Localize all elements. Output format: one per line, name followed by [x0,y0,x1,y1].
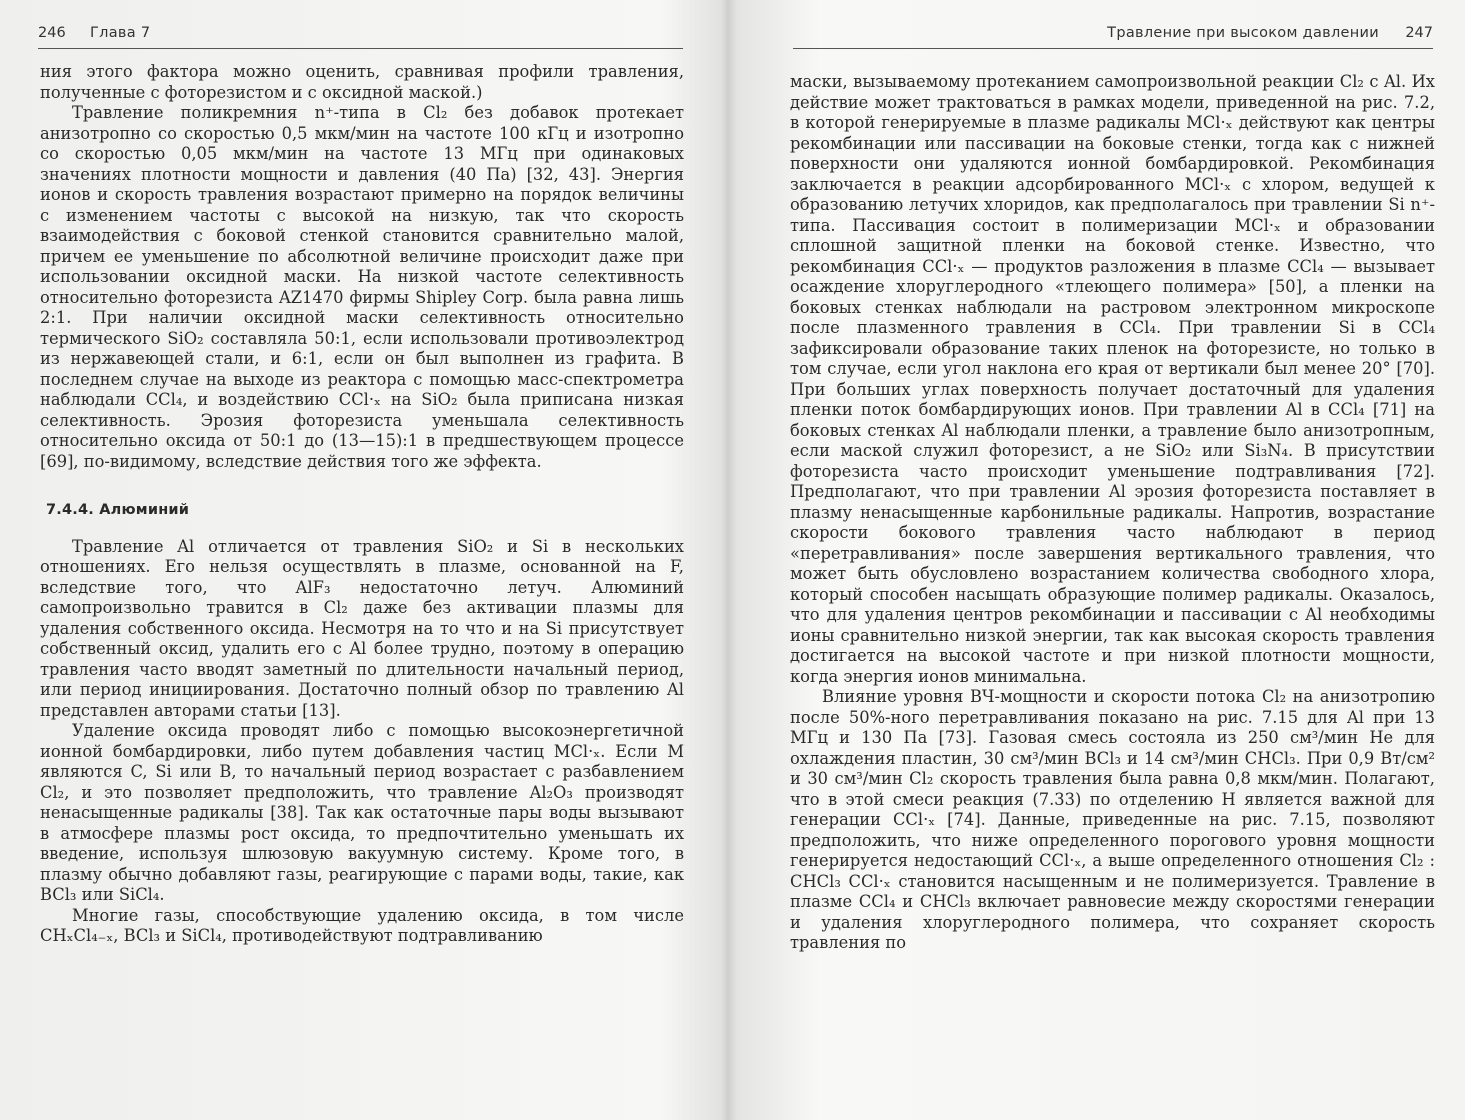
left-running-head [38,22,683,49]
paragraph: маски, вызываемому протеканием самопроизвольной реакции Cl₂ с Al. Их действие может трактоваться в рамках модели, приведенной на рис. 7.2, в которой генерируемые в плазме радикалы MCl·ₓ действуют как центры рекомбинации или пассивации на боковые стенки, тогда как с нижней поверхности они удаляются ионной бомбардировкой. Рекомбинация заключается в реакции адсорбированного MCl·ₓ с хлором, ведущей к образованию летучих хлоридов, как предполагалось при травлении Si n⁺-типа. Пассивация состоит в полимеризации MCl·ₓ и образовании сплошной защитной пленки на боковой стенке. Известно, что рекомбинация CCl·ₓ — продуктов разложения в плазме CCl₄ — вызывает осаждение хлоруглеродного «тлеющего полимера» [50], а пленки на боковых стенках наблюдали на растровом электронном микроскопе после плазменного травления в CCl₄. При травлении Si в CCl₄ зафиксировали образование таких пленок на фоторезисте, но только в том случае, если угол наклона его края от вертикали был менее 20° [70]. При больших углах поверхность получает достаточный для удаления пленки поток бомбардирующих ионов. При травлении Al в CCl₄ [71] на боковых стенках Al наблюдали пленки, а травление было анизотропным, если маской служил фоторезист, а не SiO₂ или Si₃N₄. В присутствии фоторезиста часто происходит уменьшение подтравливания [72]. Предполагают, что при травлении Al эрозия фоторезиста поставляет в плазму ненасыщенные карбонильные радикалы. Напротив, возрастание скорости бокового травления часто наблюдают в период «перетравливания» после завершения вертикального травления, что может быть обусловлено возрастанием количества свободного хлора, который способен насыщать образующие полимер радикалы. Оказалось, что для удаления центров рекомбинации и пассивации с Al необходимы ионы сравнительно низкой энергии, так как высокая скорость травления достигается на высокой частоте и при низкой плотности мощности, когда энергия ионов минимальна. [790,72,1435,686]
paragraph: Травление Al отличается от травления SiO₂ и Si в нескольких отношениях. Его нельзя осуществлять в плазме, основанной на F, вследствие того, что AlF₃ недостаточно летуч. Алюминий самопроизвольно травится в Cl₂ даже без активации плазмы для удаления собственного оксида. Несмотря на то что и на Si присутствует собственный оксид, удалить его с Al более трудно, поэтому в операцию травления часто вводят заметный по длительности начальный период, или период инициирования. Достаточно полный обзор по травлению Al представлен авторами статьи [13]. [40,536,684,720]
paragraph: Многие газы, способствующие удалению оксида, в том числе CHₓCl₄₋ₓ, BCl₃ и SiCl₄, противодействуют подтравливанию [40,905,684,945]
right-running-head [793,22,1433,49]
paragraph: Влияние уровня ВЧ-мощности и скорости потока Cl₂ на анизотропию после 50%-ного перетравливания показано на рис. 7.15 для Al при 13 МГц и 130 Па [73]. Газовая смесь состояла из 250 см³/мин He для охлаждения пластин, 30 см³/мин BCl₃ и 14 см³/мин CHCl₃. При 0,9 Вт/см² и 30 см³/мин Cl₂ скорость травления была равна 0,8 мкм/мин. Полагают, что в этой смеси реакция (7.33) по отделению H является важной для генерации CCl·ₓ [74]. Данные, приведенные на рис. 7.15, позволяют предположить, что ниже определенного порогового уровня мощности генерируется недостающий CCl·ₓ, а выше определенного отношения Cl₂ : CHCl₃ CCl·ₓ становится насыщенным и не полимеризуется. Травление в плазме CCl₄ и CHCl₃ включает равновесие между скоростями генерации и удаления хлоруглеродного полимера, что сохраняет скорость травления по [790,687,1435,952]
paragraph: ния этого фактора можно оценить, сравнивая профили травления, полученные с фоторезистом и с оксидной маской.) [40,62,684,102]
paragraph: Травление поликремния n⁺-типа в Cl₂ без добавок протекает анизотропно со скоростью 0,5 мкм/мин на частоте 100 кГц и изотропно со скоростью 0,05 мкм/мин на частоте 13 МГц при одинаковых значениях плотности мощности и давления (40 Па) [32, 43]. Энергия ионов и скорость травления возрастают примерно на порядок величины с изменением частоты с высокой на низкую, так что скорость взаимодействия с боковой стенкой становится сравнительно малой, причем ее уменьшение по абсолютной величине происходит даже при использовании оксидной маски. На низкой частоте селективность относительно фоторезиста AZ1470 фирмы Shipley Corp. была равна лишь 2:1. При наличии оксидной маски селективность относительно термического SiO₂ составляла 50:1, если использовали противоэлектрод из нержавеющей стали, и 6:1, если он был выполнен из графита. В последнем случае на выходе из реактора с помощью масс-спектрометра наблюдали CCl₄, и воздействию CCl·ₓ на SiO₂ была приписана низкая селективность. Эрозия фоторезиста уменьшала селективность относительно оксида от 50:1 до (13—15):1 в предшествующем процессе [69], по-видимому, вследствие действия того же эффекта. [40,103,684,471]
left-chapter-title: Глава 7 [90,25,151,41]
left-page-number: 246 [38,25,66,41]
left-text-column [40,62,684,947]
right-running-title: Травление при высоком давлении [1107,25,1379,41]
right-page [735,0,1465,1120]
section-heading: 7.4.4. Алюминий [46,502,190,518]
right-text-column [790,72,1435,954]
left-page [0,0,720,1120]
right-page-number: 247 [1405,25,1433,41]
paragraph: Удаление оксида проводят либо с помощью высокоэнергетичной ионной бомбардировки, либо путем добавления частиц MCl·ₓ. Если M являются C, Si или B, то начальный период возрастает с разбавлением Cl₂, и это позволяет предположить, что травление Al₂O₃ производят ненасыщенные радикалы [38]. Так как остаточные пары воды вызывают в атмосфере плазмы рост оксида, то предпочтительно уменьшать их введение, используя шлюзовую вакуумную систему. Кроме того, в плазму обычно добавляют газы, реагирующие с парами воды, такие, как BCl₃ или SiCl₄. [40,721,684,904]
